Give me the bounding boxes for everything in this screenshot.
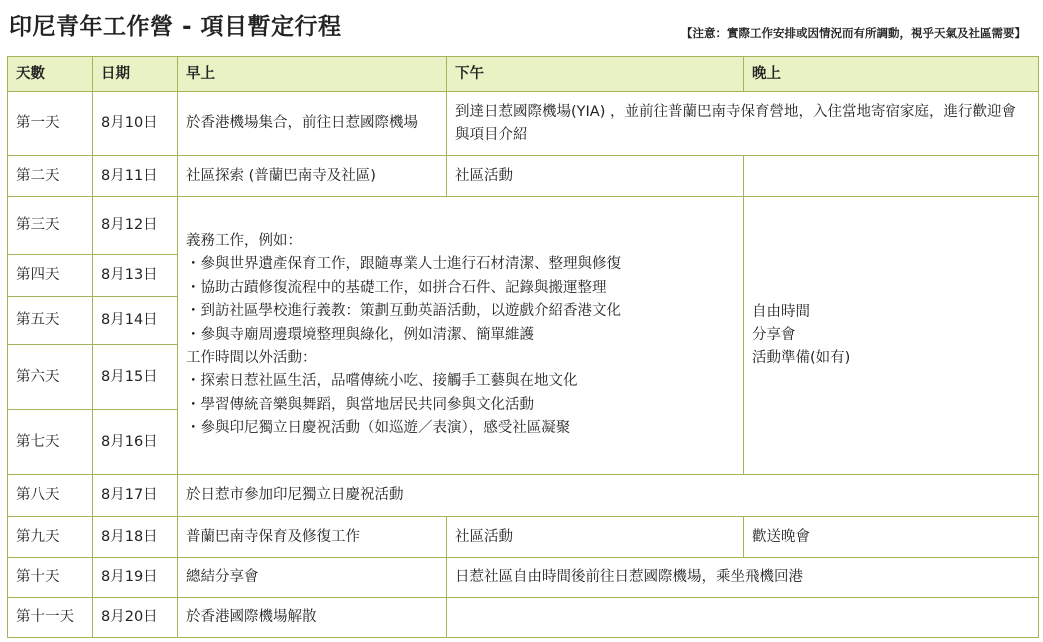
list-item: ・參與印尼獨立日慶祝活動（如巡遊／表演），感受社區凝聚 [186, 420, 571, 437]
list-item: ・到訪社區學校進行義教：策劃互動英語活動，以遊戲介紹香港文化 [186, 303, 621, 320]
afternoon-cell: 社區活動 [447, 156, 744, 197]
table-row [8, 156, 1039, 197]
evening-cell [744, 156, 1039, 197]
table-row [8, 197, 1039, 255]
list-item: ・探索日惹社區生活，品嚐傳統小吃、接觸手工藝與在地文化 [186, 373, 578, 390]
afternoon-cell: 社區活動 [447, 517, 744, 558]
list-item: ・參與寺廟周邊環境整理與綠化，例如清潔、簡單維護 [186, 326, 534, 343]
morning-cell: 普蘭巴南寺保育及修復工作 [178, 517, 447, 558]
page-title: 印尼青年工作營 - 項目暫定行程 [9, 14, 342, 40]
date-cell: 8月17日 [93, 475, 178, 517]
day-cell: 第六天 [8, 345, 93, 410]
day-cell: 第四天 [8, 255, 93, 297]
evening-cell: 歡送晚會 [744, 517, 1039, 558]
work-activities-cell [178, 197, 744, 475]
table-row [8, 598, 1039, 638]
date-cell: 8月19日 [93, 558, 178, 598]
day-cell: 第三天 [8, 197, 93, 255]
date-cell: 8月16日 [93, 410, 178, 475]
header [0, 0, 1043, 56]
evening-item: 活動準備(如有) [752, 350, 851, 366]
date-cell: 8月15日 [93, 345, 178, 410]
all-day-cell: 於日惹市參加印尼獨立日慶祝活動 [178, 475, 1039, 517]
date-cell: 8月11日 [93, 156, 178, 197]
header-row [8, 57, 1039, 92]
date-cell: 8月14日 [93, 297, 178, 345]
day-cell: 第九天 [8, 517, 93, 558]
afternoon-evening-cell [447, 598, 1039, 638]
evening-item: 分享會 [752, 327, 796, 343]
day-cell: 第十天 [8, 558, 93, 598]
list-item: ・學習傳統音樂與舞蹈，與當地居民共同參與文化活動 [186, 396, 534, 413]
table-row [8, 475, 1039, 517]
date-cell: 8月12日 [93, 197, 178, 255]
afternoon-evening-cell: 到達日惹國際機場(YIA) ，並前往普蘭巴南寺保育營地，入住當地寄宿家庭，進行歡迎會與項目介紹 [447, 92, 1039, 156]
morning-cell: 於香港國際機場解散 [178, 598, 447, 638]
activities-list [186, 370, 735, 441]
day-cell: 第十一天 [8, 598, 93, 638]
morning-cell: 總結分享會 [178, 558, 447, 598]
day-cell: 第二天 [8, 156, 93, 197]
list-item: ・參與世界遺產保育工作，跟隨專業人士進行石材清潔、整理與修復 [186, 256, 621, 273]
col-header-day: 天數 [8, 57, 93, 92]
afternoon-evening-cell: 日惹社區自由時間後前往日惹國際機場，乘坐飛機回港 [447, 558, 1039, 598]
morning-cell: 於香港機場集合，前往日惹國際機場 [178, 92, 447, 156]
note-text: 【注意：實際工作安排或因情況而有所調動，視乎天氣及社區需要】 [681, 26, 1026, 40]
col-header-evening: 晚上 [744, 57, 1039, 92]
evening-block-cell [744, 197, 1039, 475]
col-header-morning: 早上 [178, 57, 447, 92]
day-cell: 第五天 [8, 297, 93, 345]
col-header-afternoon: 下午 [447, 57, 744, 92]
evening-item: 自由時間 [752, 304, 810, 320]
date-cell: 8月18日 [93, 517, 178, 558]
table-row [8, 92, 1039, 156]
list-item: ・協助古蹟修復流程中的基礎工作，如拼合石件、記錄與搬運整理 [186, 279, 607, 296]
day-cell: 第七天 [8, 410, 93, 475]
work-heading: 義務工作，例如： [186, 233, 302, 250]
table-row [8, 517, 1039, 558]
date-cell: 8月20日 [93, 598, 178, 638]
activities-heading: 工作時間以外活動： [186, 350, 317, 367]
schedule-table [7, 56, 1039, 638]
day-cell: 第八天 [8, 475, 93, 517]
col-header-date: 日期 [93, 57, 178, 92]
table-row [8, 558, 1039, 598]
day-cell: 第一天 [8, 92, 93, 156]
morning-cell: 社區探索 (普蘭巴南寺及社區) [178, 156, 447, 197]
date-cell: 8月13日 [93, 255, 178, 297]
date-cell: 8月10日 [93, 92, 178, 156]
work-list [186, 253, 735, 347]
